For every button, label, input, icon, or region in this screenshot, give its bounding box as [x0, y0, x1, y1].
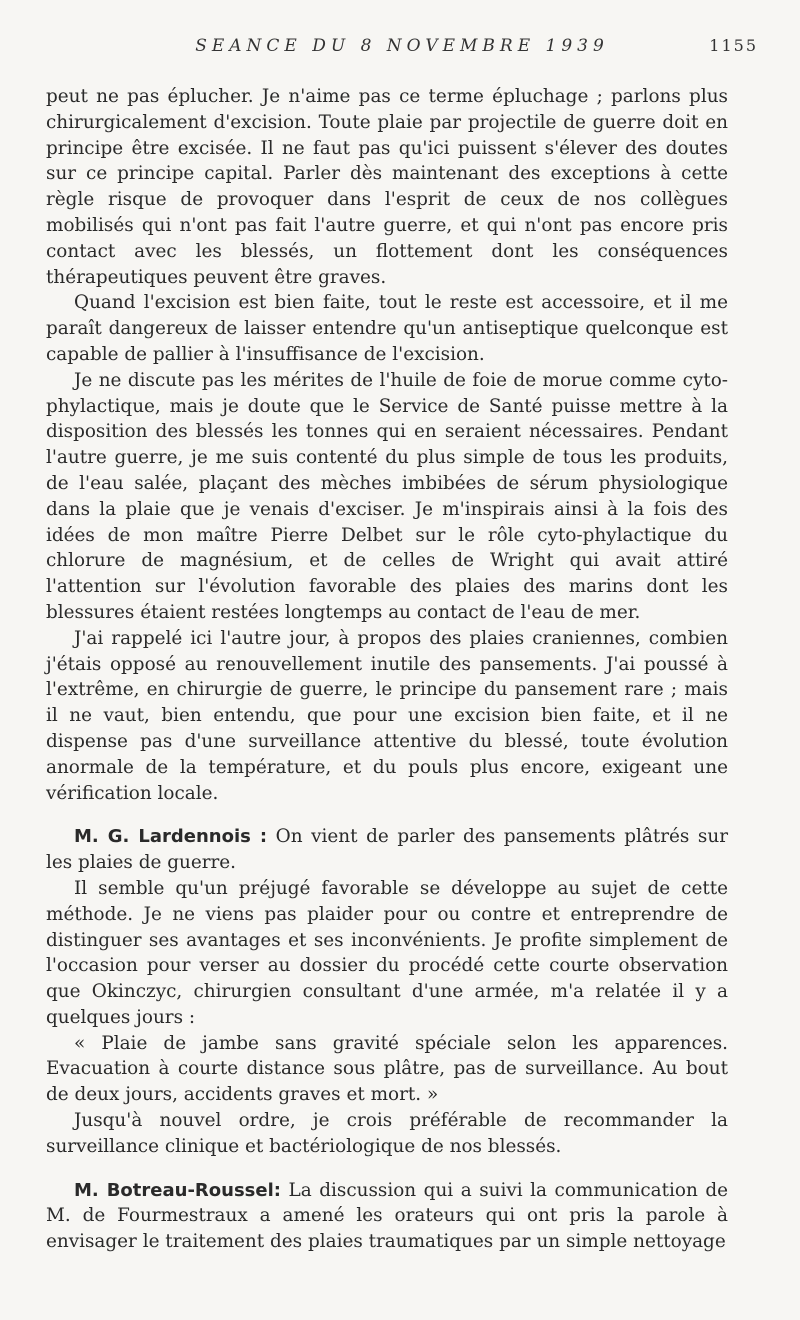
- body-text: [46, 84, 728, 1255]
- paragraph: Il semble qu'un préjugé favorable se développe au sujet de cette méthode. Je ne viens pas plaider pour ou contre et entreprendre de distinguer ses avantages et ses inconvénients. Je profite simplement de l'occasion pour verser au dossier du procédé cette courte observation que Okinczyc, chirurgien consultant d'une armée, m'a relatée il y a quelques jours :: [46, 877, 728, 1028]
- intervention-text: La discussion qui a suivi la communication de M. de Fourmestraux a amené les orateurs qui ont pris la parole à envisager le traitement des plaies traumatiques par un simple nettoyage: [46, 1179, 728, 1253]
- intervention-intro: On vient de parler des pansements plâtrés sur les plaies de guerre.: [46, 826, 728, 874]
- paragraph: Jusqu'à nouvel ordre, je crois préférable de recommander la surveillance clinique et bactériologique de nos blessés.: [46, 1110, 728, 1157]
- paragraph: peut ne pas éplucher. Je n'aime pas ce terme épluchage ; parlons plus chirurgicalement d'excision. Toute plaie par projectile de guerre doit en principe être excisée. Il ne faut pas qu'ici puissent s'élever des doutes sur ce principe capital. Parler dès maintenant des exceptions à cette règle risque de provoquer dans l'esprit de ceux de nos collègues mobilisés qui n'ont pas fait l'autre guerre, et qui n'ont pas encore pris contact avec les blessés, un flottement dont les conséquences thérapeutiques peuvent être graves.: [46, 86, 728, 288]
- speaker-name: M. G. Lardennois :: [74, 826, 268, 848]
- lardennois-intervention: [46, 824, 728, 876]
- quoted-observation: « Plaie de jambe sans gravité spéciale selon les apparences. Evacuation à courte distance sous plâtre, pas de surveillance. Au bout de deux jours, accidents graves et mort. »: [46, 1032, 728, 1106]
- paragraph: Je ne discute pas les mérites de l'huile de foie de morue comme cyto-phylactique, mais je doute que le Service de Santé puisse mettre à la disposition des blessés les tonnes qui en seraient nécessaires. Pendant l'autre guerre, je me suis contenté du plus simple de tous les produits, de l'eau salée, plaçant des mèches imbibées de sérum physiologique dans la plaie que je venais d'exciser. Je m'inspirais ainsi à la fois des idées de mon maître Pierre Delbet sur le rôle cyto-phylactique du chlorure de magnésium, et de celles de Wright qui avait attiré l'attention sur l'évolution favorable des plaies des marins dont les blessures étaient restées longtemps au contact de l'eau de mer.: [46, 369, 728, 623]
- speaker-name: M. Botreau-Roussel:: [74, 1179, 281, 1201]
- page-number: 1155: [709, 36, 758, 55]
- botreau-intervention: [46, 1178, 728, 1255]
- paragraph: Quand l'excision est bien faite, tout le reste est accessoire, et il me paraît dangereux de laisser entendre qu'un antiseptique quelconque est capable de pallier à l'insuffisance de l'excision.: [46, 292, 728, 365]
- paragraph: J'ai rappelé ici l'autre jour, à propos des plaies craniennes, combien j'étais opposé au renouvellement inutile des pansements. J'ai poussé à l'extrême, en chirurgie de guerre, le principe du pansement rare ; mais il ne vaut, bien entendu, que pour une excision bien faite, et il ne dispense pas d'une surveillance attentive du blessé, toute évolution anormale de la température, et du pouls plus encore, exigeant une vérification locale.: [46, 627, 728, 804]
- running-title: SEANCE DU 8 NOVEMBRE 1939: [195, 36, 609, 56]
- page-header: [46, 36, 758, 66]
